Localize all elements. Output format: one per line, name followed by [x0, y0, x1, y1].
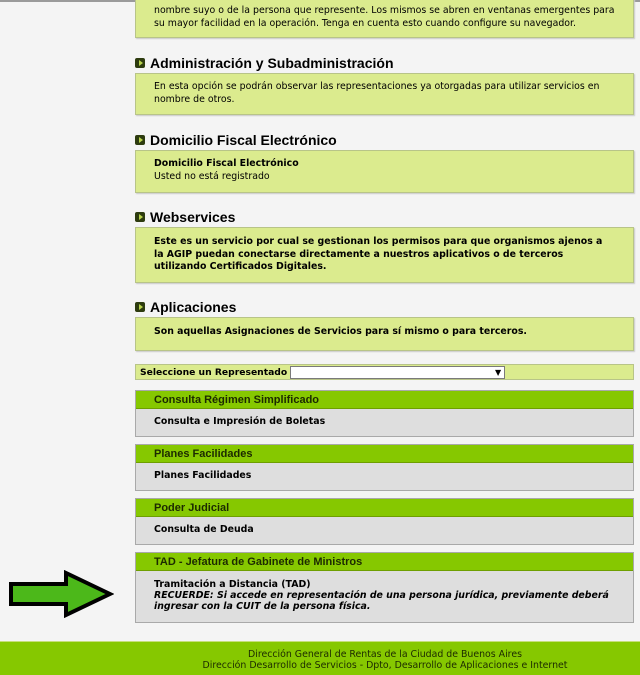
- dropdown-arrow-icon[interactable]: ▼: [495, 367, 502, 377]
- section-text: En esta opción se podrán observar las representaciones ya otorgadas para utilizar servicios en nombre de otros.: [154, 81, 600, 105]
- section-title-row: [135, 297, 634, 317]
- section-box: [135, 227, 634, 283]
- panel-link[interactable]: Consulta de Deuda: [154, 524, 254, 535]
- section-title-row: [135, 130, 634, 150]
- representado-selector-row: [135, 364, 634, 380]
- representado-select[interactable]: [290, 366, 505, 379]
- section-administracion: [135, 53, 634, 115]
- section-text-bold: Domicilio Fiscal Electrónico: [154, 158, 299, 169]
- panel-link[interactable]: Consulta e Impresión de Boletas: [154, 416, 326, 427]
- section-title[interactable]: Administración y Subadministración: [150, 55, 394, 71]
- section-box: [135, 150, 634, 193]
- panel-header: Consulta Régimen Simplificado: [136, 391, 633, 409]
- panel-regimen-simplificado: [135, 390, 634, 437]
- panel-link[interactable]: Planes Facilidades: [154, 470, 252, 481]
- section-title-row: [135, 207, 634, 227]
- section-text: Son aquellas Asignaciones de Servicios para sí mismo o para terceros.: [154, 326, 527, 337]
- section-box: [135, 73, 634, 115]
- play-bullet-icon: [135, 135, 145, 145]
- section-box: [135, 317, 634, 351]
- panel-body: [136, 463, 633, 490]
- section-webservices: [135, 207, 634, 283]
- play-bullet-icon: [135, 302, 145, 312]
- play-bullet-icon: [135, 58, 145, 68]
- section-domicilio: [135, 130, 634, 193]
- footer-line-1: Dirección General de Rentas de la Ciudad de Buenos Aires: [248, 649, 522, 660]
- panel-tad: [135, 552, 634, 623]
- panel-link[interactable]: Tramitación a Distancia (TAD): [154, 579, 311, 590]
- intro-box: [135, 0, 634, 38]
- panel-header: Planes Facilidades: [136, 445, 633, 463]
- panel-planes-facilidades: [135, 444, 634, 491]
- section-text: Usted no está registrado: [154, 170, 270, 182]
- section-title-row: [135, 53, 634, 73]
- play-bullet-icon: [135, 212, 145, 222]
- selector-label: Seleccione un Representado: [140, 366, 288, 378]
- footer: [0, 641, 640, 675]
- intro-text: nombre suyo o de la persona que represente. Los mismos se abren en ventanas emergentes para su mayor facilidad en la operación. Tenga en cuenta esto cuando configure su navegador.: [154, 5, 615, 29]
- section-title[interactable]: Aplicaciones: [150, 299, 237, 315]
- section-aplicaciones: [135, 297, 634, 351]
- panel-poder-judicial: [135, 498, 634, 545]
- section-title[interactable]: Webservices: [150, 209, 236, 225]
- panel-note: RECUERDE: Si accede en representación de una persona jurídica, previamente deberá ingresar con la CUIT de la persona física.: [154, 590, 609, 612]
- panel-header: Poder Judicial: [136, 499, 633, 517]
- arrow-right-icon: [8, 570, 114, 618]
- panel-body: [136, 517, 633, 544]
- panel-body: [136, 571, 633, 622]
- selector-bar: [135, 364, 634, 380]
- panel-body: [136, 409, 633, 436]
- intro-section: [135, 0, 634, 38]
- section-title[interactable]: Domicilio Fiscal Electrónico: [150, 132, 337, 148]
- section-text: Este es un servicio por cual se gestionan los permisos para que organismos ajenos a la AGIP puedan conectarse directamente a nuestros aplicativos o de terceros utilizando Certificados Digitales.: [154, 236, 603, 272]
- panel-header: TAD - Jefatura de Gabinete de Ministros: [136, 553, 633, 571]
- footer-line-2: Dirección Desarrollo de Servicios - Dpto, Desarrollo de Aplicaciones e Internet: [202, 660, 568, 671]
